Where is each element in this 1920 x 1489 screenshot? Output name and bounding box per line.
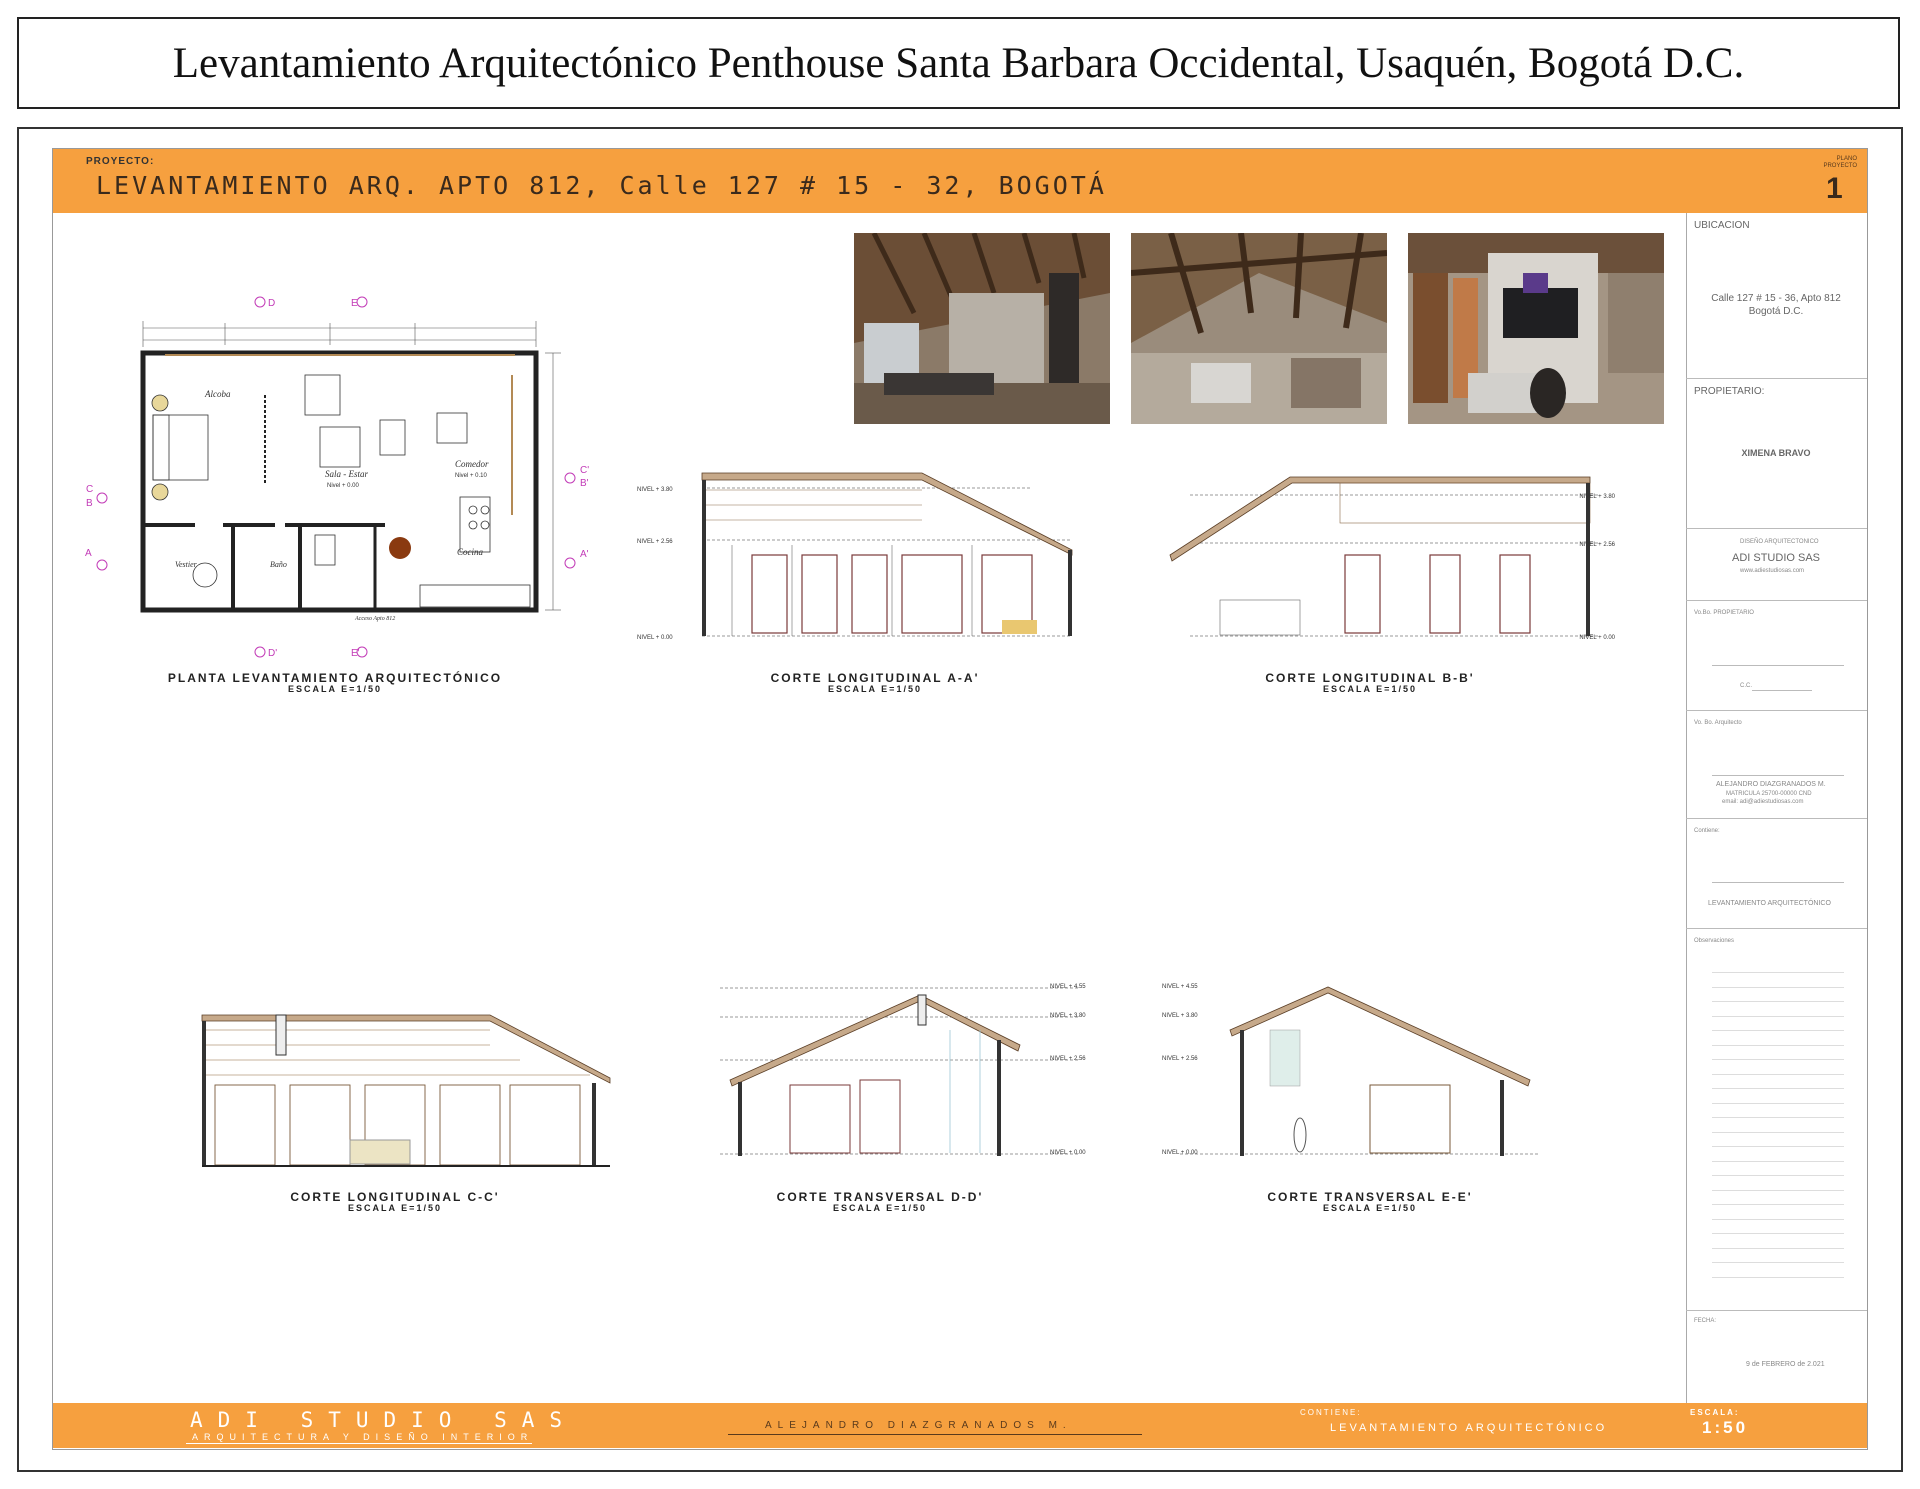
- corte-bb-drawing: [1160, 445, 1620, 645]
- level-label: NIVEL + 3.80: [637, 487, 673, 493]
- cc-label: C.C.: [1740, 683, 1752, 689]
- level-label: NIVEL + 2.56: [1050, 1056, 1086, 1062]
- project-title: LEVANTAMIENTO ARQ. APTO 812, Calle 127 # 15 - 32, BOGOTÁ: [96, 171, 1107, 200]
- page-title: Levantamiento Arquitectónico Penthouse Santa Barbara Occidental, Usaquén, Bogotá D.C.: [17, 17, 1900, 109]
- info-divider: [1686, 710, 1867, 711]
- info-divider: [1686, 818, 1867, 819]
- observaciones-line: [1712, 1219, 1844, 1220]
- level-label: NIVEL + 0.00: [1050, 1150, 1086, 1156]
- room-label-vestier: Vestier: [175, 560, 197, 569]
- room-label-cocina: Cocina: [457, 547, 483, 557]
- observaciones-line: [1712, 972, 1844, 973]
- info-divider: [1686, 528, 1867, 529]
- corte-bb-escala: ESCALA E=1/50: [1323, 684, 1417, 694]
- footer-contiene-label: CONTIENE:: [1300, 1408, 1362, 1417]
- level-label: NIVEL + 3.80: [1162, 1013, 1198, 1019]
- observaciones-line: [1712, 1277, 1844, 1278]
- author-underline: [728, 1434, 1142, 1435]
- plano-number: 1: [1826, 172, 1843, 205]
- observaciones-line: [1712, 1117, 1844, 1118]
- level-label: NIVEL + 0.00: [1162, 1150, 1198, 1156]
- level-label: NIVEL + 2.56: [1579, 542, 1615, 548]
- info-divider: [1686, 1310, 1867, 1311]
- observaciones-line: [1712, 1074, 1844, 1075]
- signature-line: [1712, 665, 1844, 666]
- observaciones-line: [1712, 987, 1844, 988]
- info-divider: [1686, 600, 1867, 601]
- corte-cc-escala: ESCALA E=1/50: [348, 1203, 442, 1213]
- observaciones-line: [1712, 1088, 1844, 1089]
- corte-dd-drawing: [700, 960, 1100, 1175]
- corte-ee-caption: CORTE TRANSVERSAL E-E': [1267, 1190, 1473, 1204]
- floor-plan-drawing: [75, 285, 595, 685]
- contiene-value: LEVANTAMIENTO ARQUITECTÓNICO: [1708, 900, 1831, 907]
- corte-cc-drawing: [190, 965, 630, 1175]
- info-divider: [1686, 928, 1867, 929]
- corte-aa-escala: ESCALA E=1/50: [828, 684, 922, 694]
- observaciones-line: [1712, 1204, 1844, 1205]
- observaciones-line: [1712, 1248, 1844, 1249]
- corte-aa-drawing: [632, 445, 1092, 645]
- observaciones-line: [1712, 1161, 1844, 1162]
- firm-subtitle: ARQUITECTURA Y DISEÑO INTERIOR: [192, 1432, 534, 1442]
- corte-bb-caption: CORTE LONGITUDINAL B-B': [1265, 671, 1475, 685]
- studio-web: www.adiestudiosas.com: [1740, 568, 1805, 574]
- marker-b2: B': [580, 478, 589, 489]
- nivel-piso-label: Nivel + 0.00: [327, 483, 359, 489]
- level-label: NIVEL + 0.00: [637, 635, 673, 641]
- observaciones-line: [1712, 1059, 1844, 1060]
- vobo-arquitecto-label: Vo. Bo. Arquitecto: [1694, 720, 1742, 726]
- interior-photo-2: [1131, 233, 1387, 424]
- observaciones-line: [1712, 1146, 1844, 1147]
- marker-c2: C': [580, 465, 590, 476]
- planta-caption: PLANTA LEVANTAMIENTO ARQUITECTÓNICO: [167, 671, 503, 685]
- arquitecto-matricula: MATRICULA 25700-00000 CND: [1726, 791, 1812, 797]
- info-divider: [1686, 378, 1867, 379]
- cc-line: [1752, 690, 1812, 691]
- ubicacion-value-1: Calle 127 # 15 - 36, Apto 812: [1711, 293, 1841, 304]
- arquitecto-name: ALEJANDRO DIAZGRANADOS M.: [1716, 781, 1826, 788]
- planta-escala: ESCALA E=1/50: [288, 684, 382, 694]
- firm-name: ADI STUDIO SAS: [190, 1408, 578, 1432]
- plano-label: PLANO PROYECTO: [1823, 156, 1857, 169]
- vobo-propietario-label: Vo.Bo. PROPIETARIO: [1694, 610, 1754, 616]
- corte-ee-drawing: [1160, 960, 1580, 1175]
- arquitecto-email: email: adi@adiestudiosas.com: [1722, 799, 1804, 805]
- observaciones-line: [1712, 1175, 1844, 1176]
- firm-underline: [186, 1443, 532, 1444]
- studio-name: ADI STUDIO SAS: [1731, 552, 1821, 564]
- footer-contiene-value: LEVANTAMIENTO ARQUITECTÓNICO: [1330, 1422, 1608, 1434]
- fecha-value: 9 de FEBRERO de 2.021: [1746, 1361, 1825, 1368]
- level-label: NIVEL + 4.55: [1162, 984, 1198, 990]
- level-label: NIVEL + 0.00: [1579, 635, 1615, 641]
- interior-photo-1: [854, 233, 1110, 424]
- level-label: NIVEL + 3.80: [1579, 494, 1615, 500]
- observaciones-label: Observaciones: [1694, 938, 1735, 944]
- acceso-label: Acceso Apto 812: [355, 616, 396, 622]
- marker-c: C: [86, 484, 94, 495]
- observaciones-line: [1712, 1016, 1844, 1017]
- level-label: NIVEL + 4.55: [1050, 984, 1086, 990]
- marker-e2: E': [351, 648, 360, 659]
- contiene-line: [1712, 882, 1844, 883]
- room-label-bano: Baño: [270, 560, 287, 569]
- corte-aa-caption: CORTE LONGITUDINAL A-A': [770, 671, 980, 685]
- signature-line: [1712, 775, 1844, 776]
- observaciones-line: [1712, 1030, 1844, 1031]
- marker-d: D: [268, 298, 276, 309]
- corte-cc-caption: CORTE LONGITUDINAL C-C': [290, 1190, 500, 1204]
- observaciones-line: [1712, 1001, 1844, 1002]
- room-label-comedor: Comedor: [455, 459, 489, 469]
- corte-ee-escala: ESCALA E=1/50: [1323, 1203, 1417, 1213]
- propietario-label: PROPIETARIO:: [1694, 386, 1765, 397]
- room-label-sala: Sala - Estar: [325, 469, 369, 479]
- level-label: NIVEL + 2.56: [1162, 1056, 1198, 1062]
- observaciones-line: [1712, 1103, 1844, 1104]
- observaciones-line: [1712, 1262, 1844, 1263]
- footer-author: ALEJANDRO DIAZGRANADOS M.: [765, 1420, 1072, 1431]
- marker-d2: D': [268, 648, 278, 659]
- marker-a: A: [85, 548, 92, 559]
- corte-dd-escala: ESCALA E=1/50: [833, 1203, 927, 1213]
- level-label: NIVEL + 2.56: [637, 539, 673, 545]
- ubicacion-value-2: Bogotá D.C.: [1748, 306, 1804, 317]
- footer-escala-label: ESCALA:: [1690, 1408, 1740, 1417]
- propietario-value: XIMENA BRAVO: [1741, 448, 1811, 458]
- observaciones-line: [1712, 1132, 1844, 1133]
- observaciones-line: [1712, 1190, 1844, 1191]
- fecha-label: FECHA:: [1694, 1318, 1717, 1324]
- corte-dd-caption: CORTE TRANSVERSAL D-D': [776, 1190, 984, 1204]
- ubicacion-label: UBICACION: [1694, 220, 1750, 231]
- level-label: NIVEL + 3.80: [1050, 1013, 1086, 1019]
- proyecto-label: PROYECTO:: [86, 156, 155, 167]
- nivel-comedor-label: Nivel + 0.10: [455, 473, 487, 479]
- contiene-label: Contiene:: [1694, 828, 1720, 834]
- interior-photo-3: [1408, 233, 1664, 424]
- footer-escala-value: 1:50: [1702, 1418, 1749, 1437]
- marker-e: E: [351, 298, 358, 309]
- observaciones-line: [1712, 1045, 1844, 1046]
- marker-b: B: [86, 498, 93, 509]
- room-label-alcoba: Alcoba: [205, 389, 231, 399]
- diseno-label: DISEÑO ARQUITECTONICO: [1740, 539, 1819, 545]
- marker-a2: A': [580, 549, 589, 560]
- observaciones-line: [1712, 1233, 1844, 1234]
